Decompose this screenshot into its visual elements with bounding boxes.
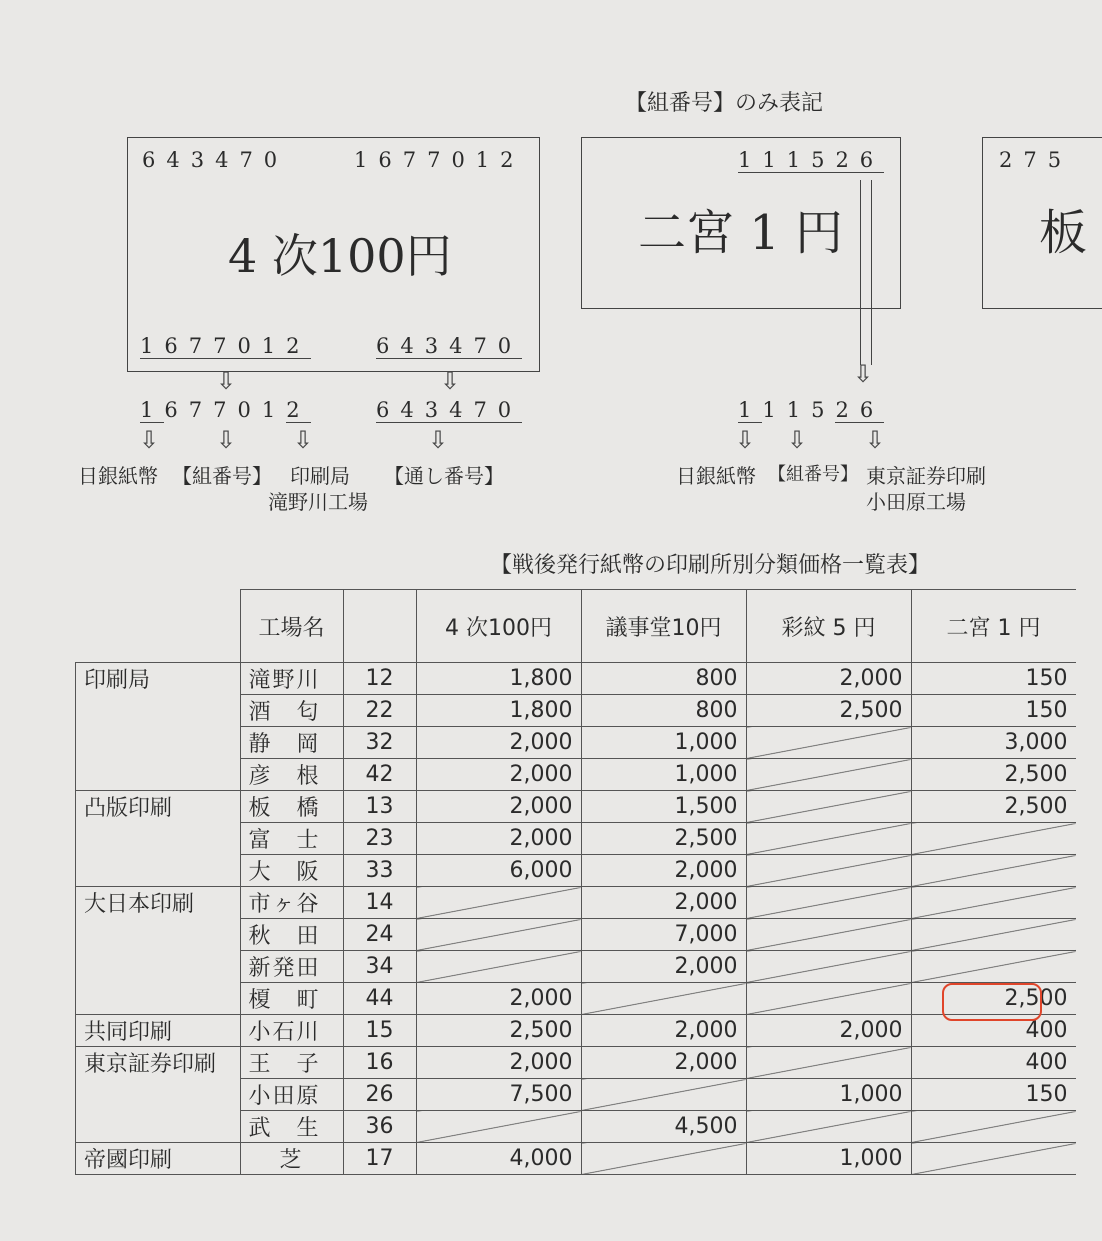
company-name: 帝國印刷 bbox=[76, 1143, 241, 1175]
banknote-diagram-1yen bbox=[581, 137, 901, 309]
down-arrow-icon: ⇩ bbox=[216, 367, 237, 395]
section-header: 【組番号】のみ表記 bbox=[625, 91, 824, 116]
company-name: 大日本印刷 bbox=[76, 887, 241, 1015]
empty-price-cell bbox=[746, 727, 911, 759]
price-cell: 800 bbox=[581, 695, 746, 727]
middle-digits: 67701 bbox=[164, 398, 287, 422]
label-printer-factory: 小田原工場 bbox=[866, 490, 966, 514]
price-cell: 2,000 bbox=[746, 1015, 911, 1047]
header-5yen: 彩紋 5 円 bbox=[746, 590, 911, 663]
price-cell: 2,500 bbox=[911, 759, 1076, 791]
group-digit-2: 2 bbox=[286, 398, 311, 422]
group-digit-1: 1 bbox=[140, 398, 165, 422]
factory-code: 17 bbox=[343, 1143, 416, 1175]
banknote-title: 4 次100円 bbox=[228, 229, 452, 283]
label-printer: 印刷局 bbox=[290, 464, 350, 488]
header-company bbox=[76, 590, 241, 663]
empty-price-cell bbox=[746, 1111, 911, 1143]
factory-name: 板 橋 bbox=[240, 791, 343, 823]
empty-price-cell bbox=[746, 855, 911, 887]
empty-price-cell bbox=[746, 1047, 911, 1079]
top-left-serial: 643470 bbox=[142, 148, 289, 172]
price-cell: 2,000 bbox=[581, 855, 746, 887]
company-name: 凸版印刷 bbox=[76, 791, 241, 887]
price-cell: 150 bbox=[911, 663, 1076, 695]
price-cell: 400 bbox=[911, 1047, 1076, 1079]
empty-price-cell bbox=[746, 791, 911, 823]
empty-price-cell bbox=[911, 919, 1076, 951]
table-row bbox=[76, 791, 1076, 823]
factory-name: 大 阪 bbox=[240, 855, 343, 887]
empty-price-cell bbox=[416, 919, 581, 951]
down-arrow-icon: ⇩ bbox=[787, 426, 808, 454]
empty-price-cell bbox=[911, 1143, 1076, 1175]
down-arrow-icon: ⇩ bbox=[865, 426, 886, 454]
price-cell: 7,000 bbox=[581, 919, 746, 951]
factory-code: 33 bbox=[343, 855, 416, 887]
table-row bbox=[76, 887, 1076, 919]
company-name: 共同印刷 bbox=[76, 1015, 241, 1047]
banknote-title: 板 bbox=[1039, 205, 1088, 261]
company-name: 東京証券印刷 bbox=[76, 1047, 241, 1143]
top-serial: 275 bbox=[999, 148, 1073, 172]
bottom-right-serial: 643470 bbox=[376, 334, 523, 358]
down-arrow-icon: ⇩ bbox=[853, 360, 874, 388]
price-cell: 3,000 bbox=[911, 727, 1076, 759]
company-name: 印刷局 bbox=[76, 663, 241, 791]
empty-price-cell bbox=[911, 887, 1076, 919]
factory-name: 秋 田 bbox=[240, 919, 343, 951]
empty-price-cell bbox=[746, 887, 911, 919]
table-row bbox=[76, 1015, 1076, 1047]
label-boj-note: 日銀紙幣 bbox=[676, 464, 756, 488]
bottom-left-serial: 1677012 bbox=[140, 334, 311, 358]
price-cell: 2,500 bbox=[911, 791, 1076, 823]
factory-name: 彦 根 bbox=[240, 759, 343, 791]
factory-code: 26 bbox=[343, 1079, 416, 1111]
factory-code: 24 bbox=[343, 919, 416, 951]
top-right-serial: 1677012 bbox=[354, 148, 525, 172]
empty-price-cell bbox=[581, 1143, 746, 1175]
factory-code: 15 bbox=[343, 1015, 416, 1047]
price-cell: 4,000 bbox=[416, 1143, 581, 1175]
price-cell: 7,500 bbox=[416, 1079, 581, 1111]
middle-digits: 115 bbox=[762, 398, 836, 422]
empty-price-cell bbox=[746, 951, 911, 983]
empty-price-cell bbox=[746, 759, 911, 791]
price-cell: 2,500 bbox=[416, 1015, 581, 1047]
factory-code: 32 bbox=[343, 727, 416, 759]
price-cell: 1,800 bbox=[416, 695, 581, 727]
price-cell: 2,500 bbox=[911, 983, 1076, 1015]
serial-breakdown-right: 643470 bbox=[376, 398, 523, 422]
factory-name: 富 士 bbox=[240, 823, 343, 855]
long-arrow-shaft bbox=[860, 180, 872, 365]
price-cell: 2,500 bbox=[746, 695, 911, 727]
price-cell: 2,000 bbox=[416, 791, 581, 823]
factory-name: 静 岡 bbox=[240, 727, 343, 759]
factory-name: 榎 町 bbox=[240, 983, 343, 1015]
down-arrow-icon: ⇩ bbox=[293, 426, 314, 454]
table-row bbox=[76, 1143, 1076, 1175]
down-arrow-icon: ⇩ bbox=[139, 426, 160, 454]
factory-code: 34 bbox=[343, 951, 416, 983]
empty-price-cell bbox=[746, 983, 911, 1015]
empty-price-cell bbox=[416, 951, 581, 983]
price-cell: 1,500 bbox=[581, 791, 746, 823]
factory-code: 22 bbox=[343, 695, 416, 727]
empty-price-cell bbox=[911, 855, 1076, 887]
factory-code: 42 bbox=[343, 759, 416, 791]
price-cell: 2,000 bbox=[416, 1047, 581, 1079]
factory-code: 23 bbox=[343, 823, 416, 855]
label-boj-note: 日銀紙幣 bbox=[78, 464, 158, 488]
serial-breakdown-left bbox=[140, 398, 311, 422]
factory-code: 36 bbox=[343, 1111, 416, 1143]
factory-code: 12 bbox=[343, 663, 416, 695]
empty-price-cell bbox=[911, 951, 1076, 983]
price-cell: 2,000 bbox=[416, 727, 581, 759]
empty-price-cell bbox=[911, 823, 1076, 855]
factory-code: 13 bbox=[343, 791, 416, 823]
empty-price-cell bbox=[911, 1111, 1076, 1143]
group-digits-2: 26 bbox=[835, 398, 885, 422]
price-cell: 2,000 bbox=[581, 951, 746, 983]
price-cell: 2,000 bbox=[416, 759, 581, 791]
price-cell: 400 bbox=[911, 1015, 1076, 1047]
empty-price-cell bbox=[416, 887, 581, 919]
factory-name: 酒 匂 bbox=[240, 695, 343, 727]
factory-name: 滝野川 bbox=[240, 663, 343, 695]
price-cell: 2,500 bbox=[581, 823, 746, 855]
price-cell: 4,500 bbox=[581, 1111, 746, 1143]
header-code bbox=[343, 590, 416, 663]
down-arrow-icon: ⇩ bbox=[735, 426, 756, 454]
empty-price-cell bbox=[746, 823, 911, 855]
price-cell: 1,800 bbox=[416, 663, 581, 695]
price-cell: 2,000 bbox=[581, 887, 746, 919]
down-arrow-icon: ⇩ bbox=[440, 367, 461, 395]
table-row bbox=[76, 663, 1076, 695]
price-cell: 2,000 bbox=[416, 823, 581, 855]
price-cell: 150 bbox=[911, 695, 1076, 727]
price-cell: 2,000 bbox=[416, 983, 581, 1015]
highlight-circle bbox=[942, 983, 1042, 1021]
serial-breakdown bbox=[738, 398, 884, 422]
price-cell: 1,000 bbox=[581, 727, 746, 759]
banknote-diagram-100yen bbox=[127, 137, 540, 372]
factory-name: 新発田 bbox=[240, 951, 343, 983]
factory-name: 王 子 bbox=[240, 1047, 343, 1079]
down-arrow-icon: ⇩ bbox=[428, 426, 449, 454]
header-100yen: 4 次100円 bbox=[416, 590, 581, 663]
price-cell: 1,000 bbox=[746, 1143, 911, 1175]
factory-name: 武 生 bbox=[240, 1111, 343, 1143]
banknote-title: 二宮 1 円 bbox=[638, 205, 844, 261]
empty-price-cell bbox=[746, 919, 911, 951]
price-table bbox=[75, 589, 1076, 1175]
banknote-diagram-partial bbox=[982, 137, 1102, 309]
factory-code: 44 bbox=[343, 983, 416, 1015]
label-group-number: 【組番号】 bbox=[768, 464, 858, 485]
group-digit-1: 1 bbox=[738, 398, 763, 422]
label-group-number: 【組番号】 bbox=[172, 464, 272, 488]
price-cell: 6,000 bbox=[416, 855, 581, 887]
header-factory: 工場名 bbox=[240, 590, 343, 663]
empty-price-cell bbox=[416, 1111, 581, 1143]
factory-name: 市ヶ谷 bbox=[240, 887, 343, 919]
empty-price-cell bbox=[581, 1079, 746, 1111]
down-arrow-icon: ⇩ bbox=[216, 426, 237, 454]
table-row bbox=[76, 1047, 1076, 1079]
price-cell: 1,000 bbox=[581, 759, 746, 791]
price-cell: 1,000 bbox=[746, 1079, 911, 1111]
price-cell: 800 bbox=[581, 663, 746, 695]
label-printer-factory: 滝野川工場 bbox=[268, 490, 368, 514]
top-serial: 111526 bbox=[738, 148, 885, 172]
factory-name: 小石川 bbox=[240, 1015, 343, 1047]
empty-price-cell bbox=[581, 983, 746, 1015]
header-1yen: 二宮 1 円 bbox=[911, 590, 1076, 663]
factory-name: 芝 bbox=[240, 1143, 343, 1175]
table-body bbox=[76, 663, 1076, 1175]
header-10yen: 議事堂10円 bbox=[581, 590, 746, 663]
factory-code: 14 bbox=[343, 887, 416, 919]
table-title: 【戦後発行紙幣の印刷所別分類価格一覧表】 bbox=[490, 553, 931, 578]
price-cell: 2,000 bbox=[581, 1047, 746, 1079]
price-cell: 150 bbox=[911, 1079, 1076, 1111]
price-cell: 2,000 bbox=[581, 1015, 746, 1047]
label-serial-number: 【通し番号】 bbox=[384, 464, 504, 488]
label-printer: 東京証券印刷 bbox=[866, 464, 986, 488]
price-cell: 2,000 bbox=[746, 663, 911, 695]
factory-code: 16 bbox=[343, 1047, 416, 1079]
factory-name: 小田原 bbox=[240, 1079, 343, 1111]
